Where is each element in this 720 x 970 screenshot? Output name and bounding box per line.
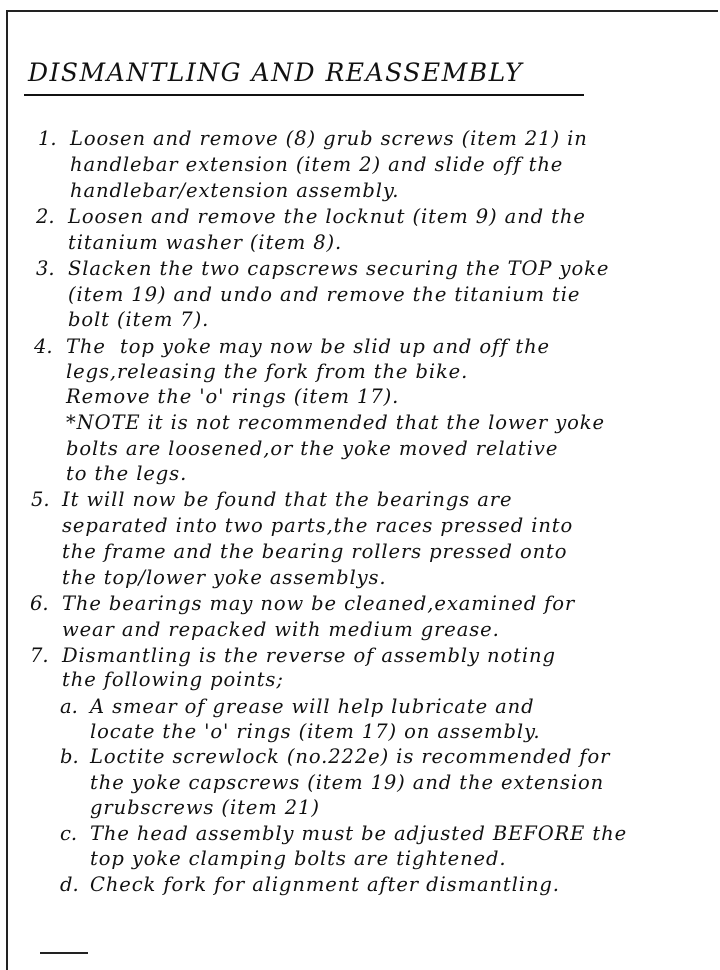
step-number: 7. bbox=[30, 644, 49, 667]
step-line: separated into two parts,the races pressed into bbox=[62, 514, 574, 537]
step-number: 4. bbox=[34, 335, 53, 358]
step-line: Dismantling is the reverse of assembly noting bbox=[62, 644, 556, 667]
step-line: the following points; bbox=[62, 668, 284, 691]
step-line: bolt (item 7). bbox=[68, 308, 210, 331]
footer-rule bbox=[40, 952, 88, 954]
step-number: 1. bbox=[38, 127, 57, 150]
step-line: Loosen and remove (8) grub screws (item 21) in bbox=[70, 127, 588, 150]
sub-step-letter: d. bbox=[60, 873, 79, 896]
step-line: legs,releasing the fork from the bike. bbox=[66, 360, 469, 383]
step-line: Remove the 'o' rings (item 17). bbox=[66, 385, 400, 408]
step-line: the top/lower yoke assemblys. bbox=[62, 566, 387, 589]
step-line: Loosen and remove the locknut (item 9) and the bbox=[68, 205, 586, 228]
sub-step-line: grubscrews (item 21) bbox=[90, 796, 320, 819]
step-line: the frame and the bearing rollers pressed onto bbox=[62, 540, 568, 563]
sub-step-line: A smear of grease will help lubricate and bbox=[90, 695, 535, 718]
sub-step-letter: b. bbox=[60, 745, 79, 768]
sub-step-letter: a. bbox=[60, 695, 78, 718]
step-line: (item 19) and undo and remove the titanium tie bbox=[68, 283, 581, 306]
sub-step-line: The head assembly must be adjusted BEFORE the bbox=[90, 822, 628, 845]
sub-step-letter: c. bbox=[60, 822, 78, 845]
step-number: 2. bbox=[36, 205, 55, 228]
step-line: It will now be found that the bearings are bbox=[62, 488, 513, 511]
sub-step-line: top yoke clamping bolts are tightened. bbox=[90, 847, 507, 870]
step-line: wear and repacked with medium grease. bbox=[62, 618, 500, 641]
step-line: to the legs. bbox=[66, 462, 188, 485]
step-line: handlebar extension (item 2) and slide off the bbox=[70, 153, 564, 176]
step-line: bolts are loosened,or the yoke moved relative bbox=[66, 437, 559, 460]
sub-step-line: Loctite screwlock (no.222e) is recommended for bbox=[90, 745, 611, 768]
page-title: DISMANTLING AND REASSEMBLY bbox=[28, 58, 524, 87]
sub-step-line: Check fork for alignment after dismantling. bbox=[90, 873, 560, 896]
sub-step-line: locate the 'o' rings (item 17) on assembly. bbox=[90, 720, 541, 743]
step-number: 3. bbox=[36, 257, 55, 280]
sub-step-line: the yoke capscrews (item 19) and the extension bbox=[90, 771, 605, 794]
step-line: titanium washer (item 8). bbox=[68, 231, 343, 254]
step-line: *NOTE it is not recommended that the lower yoke bbox=[66, 411, 605, 434]
step-line: The top yoke may now be slid up and off the bbox=[66, 335, 550, 358]
step-line: The bearings may now be cleaned,examined for bbox=[62, 592, 576, 615]
step-line: Slacken the two capscrews securing the TOP yoke bbox=[68, 257, 610, 280]
step-line: handlebar/extension assembly. bbox=[70, 179, 400, 202]
step-number: 6. bbox=[30, 592, 49, 615]
step-number: 5. bbox=[31, 488, 50, 511]
